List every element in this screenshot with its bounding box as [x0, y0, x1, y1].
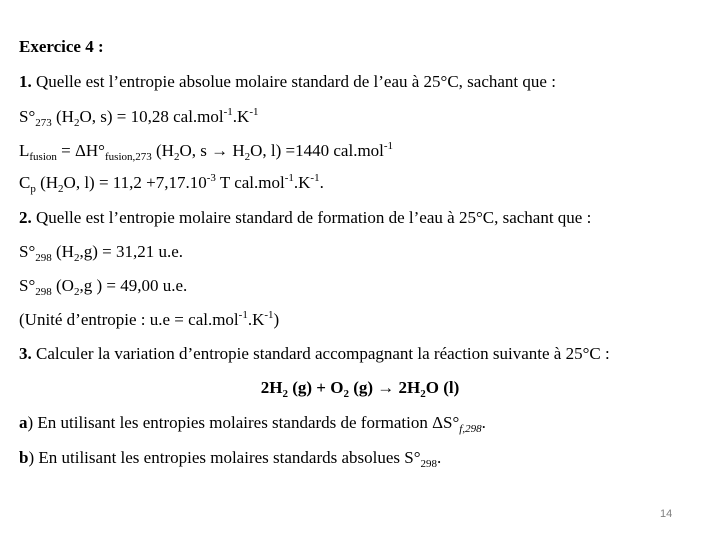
text-fragment: (H: [35, 173, 59, 192]
subscript: 2: [73, 286, 80, 298]
text-fragment: (O: [51, 276, 74, 295]
text-fragment: O, s → H: [179, 141, 245, 160]
text-fragment: .: [481, 413, 486, 432]
subscript: 2: [73, 252, 80, 264]
text-fragment: (H: [51, 242, 74, 261]
text-fragment: (H: [151, 141, 174, 160]
text-fragment: .K: [293, 173, 311, 192]
entropy-o2-line: [19, 276, 187, 296]
text-fragment: ,g) = 31,21 u.e.: [79, 242, 184, 261]
question-2-text: Quelle est l’entropie molaire standard de formation de l’eau à 25°C, sachant que :: [31, 208, 592, 227]
superscript: -1: [264, 309, 274, 321]
subscript: 2: [343, 388, 349, 400]
entropy-s273-line: [19, 107, 259, 127]
text-fragment: ,g ) = 49,00 u.e.: [79, 276, 188, 295]
text-fragment: = ΔH°: [56, 141, 105, 160]
subscript: 2: [73, 117, 80, 129]
heat-capacity-line: [19, 173, 324, 193]
text-fragment: .: [437, 448, 442, 467]
text-fragment: ) En utilisant les entropies molaires standards absolues S°: [28, 448, 421, 467]
text-fragment: 2H: [260, 378, 283, 397]
subscript: 298: [420, 458, 438, 470]
text-fragment: C: [19, 173, 31, 192]
text-fragment: O, l) = 11,2 +7,17.10: [63, 173, 207, 192]
reaction-equation: [0, 378, 720, 398]
subscript: 298: [35, 286, 52, 298]
question-3b: [19, 448, 441, 468]
subscript: fusion: [29, 151, 57, 163]
superscript: -1: [238, 309, 248, 321]
entropy-h2-line: [19, 242, 183, 262]
question-3a-label: a: [19, 413, 28, 432]
page-number: 14: [660, 508, 673, 520]
text-fragment: L: [19, 141, 30, 160]
subscript: 2: [58, 183, 64, 195]
text-fragment: ) En utilisant les entropies molaires standards de formation ΔS°: [27, 413, 460, 432]
entropy-unit-line: [19, 310, 279, 330]
superscript: -1: [223, 106, 233, 118]
text-fragment: T cal.mol: [215, 173, 285, 192]
text-fragment: (g) + O: [287, 378, 344, 397]
superscript: -3: [206, 172, 216, 184]
subscript: p: [30, 183, 36, 195]
text-fragment: .K: [247, 310, 265, 329]
superscript: -1: [383, 140, 394, 152]
exercise-title: Exercice 4 :: [19, 37, 104, 56]
superscript: -1: [249, 106, 259, 118]
question-2: [19, 208, 591, 228]
text-fragment: ): [273, 310, 280, 329]
fusion-enthalpy-line: [19, 141, 393, 161]
subscript: 273: [35, 117, 52, 129]
text-fragment: O, s) = 10,28 cal.mol: [79, 107, 224, 126]
question-3: [19, 344, 610, 364]
superscript: -1: [310, 172, 320, 184]
text-fragment: (H: [51, 107, 74, 126]
question-2-number: 2.: [19, 208, 32, 227]
question-1: [19, 72, 556, 92]
question-3a: [19, 413, 486, 433]
text-fragment: S°: [19, 107, 36, 126]
subscript: 298: [35, 252, 52, 264]
subscript: 2: [420, 388, 426, 400]
text-fragment: O (l): [425, 378, 460, 397]
subscript: 2: [244, 151, 251, 163]
text-fragment: S°: [19, 276, 36, 295]
superscript: -1: [284, 172, 294, 184]
text-fragment: S°: [19, 242, 36, 261]
question-3-text: Calculer la variation d’entropie standard accompagnant la réaction suivante à 25°C :: [31, 344, 610, 363]
text-fragment: .: [319, 173, 324, 192]
question-1-number: 1.: [19, 72, 32, 91]
subscript: f,298: [459, 423, 482, 435]
text-fragment: O, l) =1440 cal.mol: [250, 141, 384, 160]
text-fragment: (g) → 2H: [348, 378, 421, 397]
question-1-text: Quelle est l’entropie absolue molaire standard de l’eau à 25°C, sachant que :: [31, 72, 556, 91]
subscript: fusion,273: [105, 151, 152, 163]
text-fragment: .K: [232, 107, 250, 126]
question-3-number: 3.: [19, 344, 32, 363]
subscript: 2: [282, 388, 288, 400]
text-fragment: (Unité d’entropie : u.e = cal.mol: [19, 310, 239, 329]
subscript: 2: [173, 151, 180, 163]
question-3b-label: b: [19, 448, 29, 467]
